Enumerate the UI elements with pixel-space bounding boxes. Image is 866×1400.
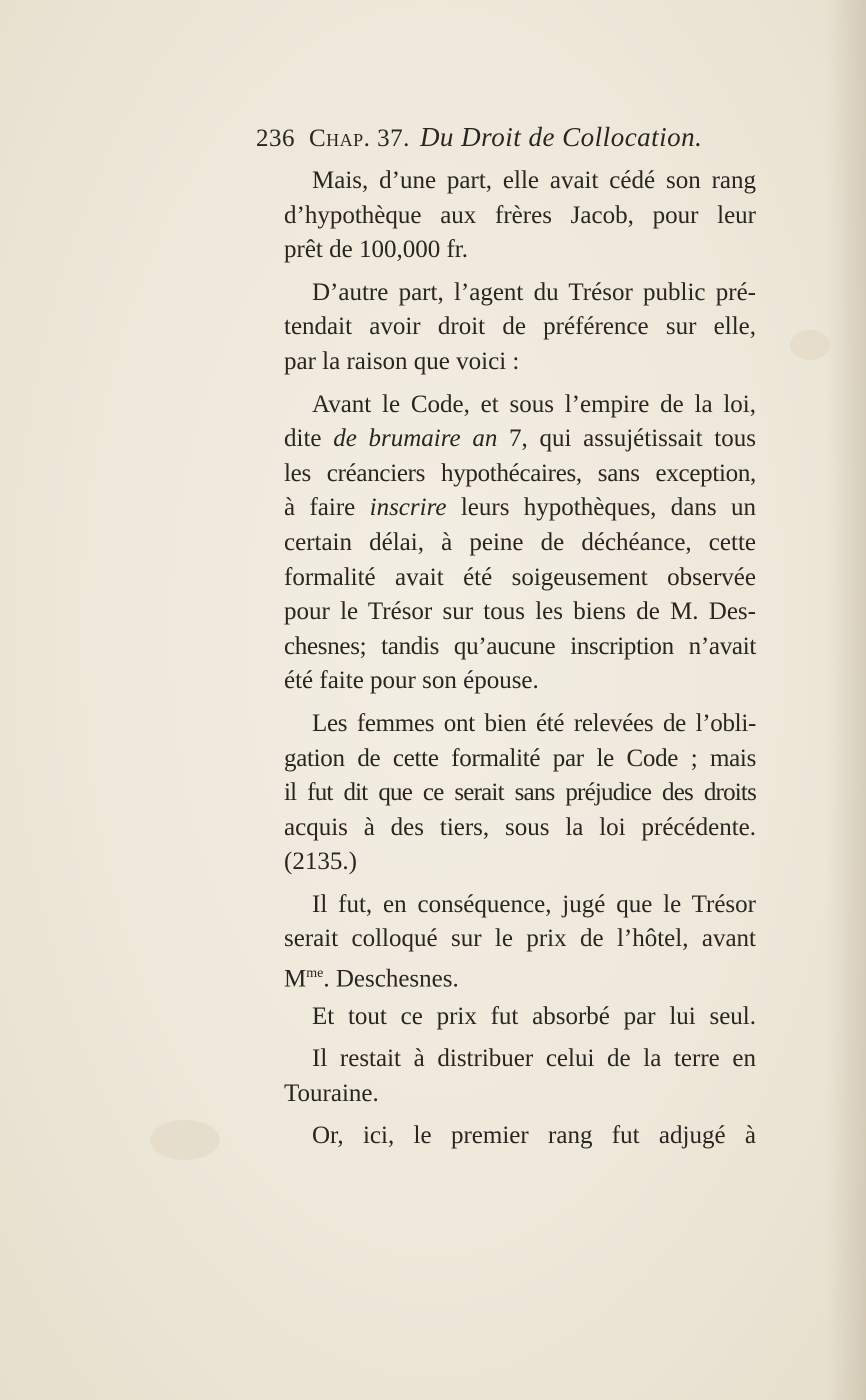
running-header	[256, 120, 756, 164]
chapter-label: Chap. 37.	[309, 125, 410, 152]
text-line: D’autre part, l’agent du Trésor public pré-	[312, 278, 756, 306]
paragraph	[256, 888, 756, 992]
text-line: Il fut, en conséquence, jugé que le Trésor	[312, 890, 756, 918]
text-line: (2135.)	[284, 848, 357, 876]
text-line: Or, ici, le premier rang fut adjugé à	[312, 1122, 756, 1150]
text-segment: M	[284, 965, 307, 993]
page-edge-shadow	[826, 0, 866, 1400]
text-line: formalité avait été soigeusement observée	[284, 563, 756, 591]
text-line: acquis à des tiers, sous la loi précédente.	[284, 813, 756, 841]
page-text	[256, 120, 756, 1154]
italic-text: inscrire	[369, 494, 447, 522]
text-segment: 7, qui assujétissait tous	[497, 425, 756, 453]
text-line: il fut dit que ce serait sans préjudice des droits	[284, 779, 756, 807]
text-line: Il restait à distribuer celui de la terre en	[312, 1045, 756, 1073]
text-line: d’hypothèque aux frères Jacob, pour leur	[284, 201, 756, 229]
page-number: 236	[256, 125, 295, 152]
paragraph	[256, 276, 756, 380]
text-line: Avant le Code, et sous l’empire de la loi,	[312, 390, 756, 418]
text-line: pour le Trésor sur tous les biens de M. Des-	[284, 598, 756, 626]
paper-stain	[150, 1120, 220, 1160]
text-line: chesnes; tandis qu’aucune inscription n’avait	[284, 632, 756, 660]
text-line: les créanciers hypothécaires, sans exception,	[284, 459, 756, 487]
paragraph	[256, 1000, 756, 1035]
text-line: prêt de 100,000 fr.	[284, 236, 468, 264]
paragraph	[256, 388, 756, 699]
text-segment: dite	[284, 425, 334, 453]
text-line	[256, 957, 756, 992]
superscript-text: me	[306, 966, 324, 982]
text-line: gation de cette formalité par le Code ; mais	[284, 744, 756, 772]
text-line: par la raison que voici :	[284, 347, 520, 375]
text-line: Et tout ce prix fut absorbé par lui seul.	[312, 1002, 756, 1030]
text-line: Les femmes ont bien été relevées de l’obli-	[312, 709, 756, 737]
text-line: serait colloqué sur le prix de l’hôtel, avant	[284, 925, 756, 953]
text-line	[256, 422, 756, 457]
paragraph	[256, 164, 756, 268]
text-segment: . Deschesnes.	[323, 965, 459, 993]
text-line: Touraine.	[284, 1079, 379, 1107]
text-line: été faite pour son épouse.	[284, 667, 539, 695]
chapter-title: Du Droit de Collocation.	[419, 122, 703, 152]
italic-text: de brumaire an	[333, 425, 498, 453]
paragraph	[256, 707, 756, 880]
paragraph	[256, 1119, 756, 1154]
text-line	[256, 491, 756, 526]
paper-stain	[790, 330, 830, 360]
text-line: certain délai, à peine de déchéance, cette	[284, 528, 756, 556]
text-line: tendait avoir droit de préférence sur elle,	[284, 313, 756, 341]
text-segment: leurs hypothèques, dans un	[446, 494, 756, 522]
paragraph	[256, 1042, 756, 1111]
text-line: Mais, d’une part, elle avait cédé son rang	[312, 167, 756, 194]
text-segment: à faire	[284, 494, 370, 522]
